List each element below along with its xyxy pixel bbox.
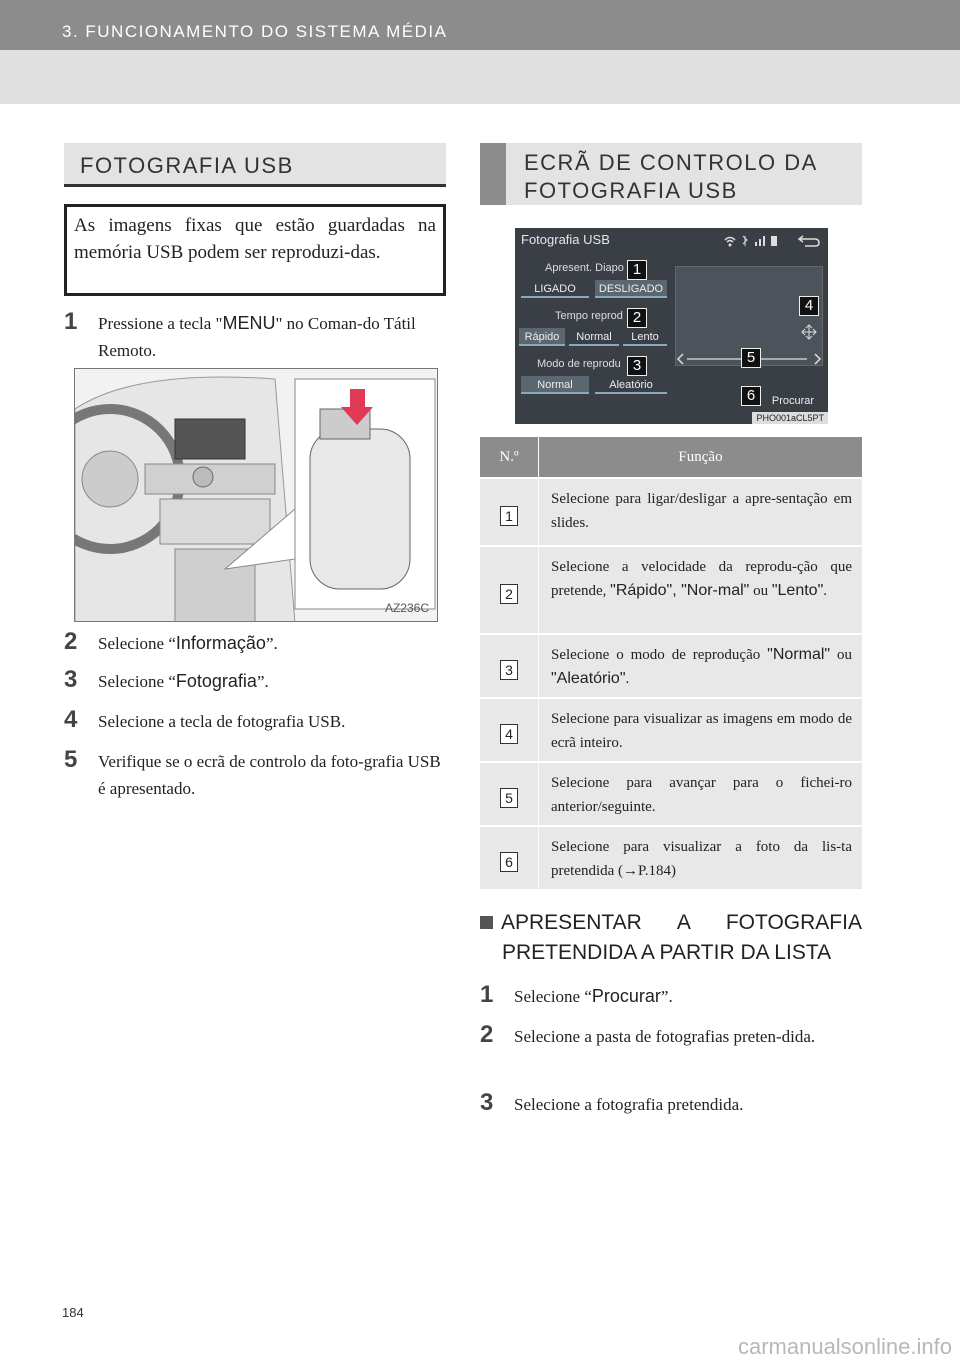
usb-photo-screen <box>515 228 828 424</box>
row-number: 5 <box>500 788 518 808</box>
step-text-post: ”. <box>256 672 269 691</box>
col-func-header: Função <box>678 448 723 465</box>
mode-normal-button[interactable]: Normal <box>521 376 589 394</box>
table-row <box>480 761 862 825</box>
step-text: Verifique se o ecrã de controlo da foto-grafia USB é apresentado. <box>98 752 441 798</box>
step-text: Selecione a fotografia pretendida. <box>514 1095 744 1114</box>
image-code: AZ236C <box>384 601 429 615</box>
step-number: 5 <box>64 746 78 773</box>
section-title-text: FOTOGRAFIA USB <box>80 153 294 178</box>
speed-fast-button[interactable]: Rápido <box>519 328 565 346</box>
step-text <box>64 310 448 364</box>
row-text-post: . <box>625 671 630 687</box>
square-bullet-icon <box>480 916 493 929</box>
step-text-pre: Selecione “ <box>514 987 592 1006</box>
subhead-word-2: A <box>676 911 691 934</box>
subhead-word-3: FOTOGRAFIA <box>725 911 862 934</box>
step-text-pre: Selecione “ <box>98 672 176 691</box>
step-number: 2 <box>480 1021 494 1048</box>
row-text-pre: Selecione o modo de reprodução <box>551 647 768 663</box>
row-text <box>539 635 862 697</box>
row-text-post: . <box>823 583 827 599</box>
dashboard-illustration <box>74 368 438 622</box>
step-1 <box>64 310 448 364</box>
row-text-pre: Selecione a velocidade da reprodu-ção que pretende, <box>551 559 852 599</box>
search-button[interactable]: Procurar <box>771 395 815 407</box>
row-number: 4 <box>500 724 518 744</box>
step-number: 1 <box>64 308 78 335</box>
step-text-pre: Pressione a tecla " <box>98 314 223 333</box>
callout-badge-4: 4 <box>799 296 819 316</box>
table-row <box>480 697 862 761</box>
callout-badge-5: 5 <box>741 348 761 368</box>
table-row <box>480 545 862 633</box>
row-text-mid: ou <box>749 583 772 599</box>
intro-box: As imagens fixas que estão guardadas na memória USB podem ser reproduzi-das. <box>64 204 446 296</box>
row-text: Selecione para visualizar a foto da lis-ta pretendida (→P.184) <box>551 839 852 879</box>
chapter-title: 3. FUNCIONAMENTO DO SISTEMA MÉDIA <box>62 22 448 41</box>
step-5 <box>64 748 448 802</box>
step-4 <box>64 708 448 735</box>
row-text: Selecione para avançar para o fichei-ro anterior/seguinte. <box>551 775 852 815</box>
section-title-control-screen <box>480 143 862 205</box>
table-row <box>480 825 862 889</box>
step-text: Selecione a pasta de fotografias preten-dida. <box>514 1027 816 1046</box>
callout-badge-2: 2 <box>627 308 647 328</box>
step-3 <box>64 668 448 695</box>
title-stripe <box>480 143 506 205</box>
row-text: Selecione para ligar/desligar a apre-sentação em slides. <box>551 491 852 531</box>
slideshow-label: Apresent. Diapo <box>545 262 624 274</box>
watermark: carmanualsonline.info <box>737 1334 952 1359</box>
step-text-post: ”. <box>660 987 673 1006</box>
next-arrow-icon <box>815 354 820 364</box>
slideshow-on-button[interactable]: LIGADO <box>521 280 589 298</box>
subhead-line-2: PRETENDIDA A PARTIR DA LISTA <box>502 941 832 964</box>
dashboard-drawing <box>75 369 438 622</box>
screen-code: PHO001aCL5PT <box>752 412 828 424</box>
step-number: 3 <box>480 1089 494 1116</box>
row-key-1: "Rápido", "Nor-mal" <box>610 582 750 599</box>
step-number: 4 <box>64 706 78 733</box>
step-text <box>64 668 448 695</box>
row-key-2: "Aleatório" <box>551 670 626 687</box>
chapter-header-bar <box>0 0 960 50</box>
prev-arrow-icon <box>678 354 683 364</box>
sub-step-3 <box>480 1091 862 1118</box>
status-icons <box>723 234 823 248</box>
step-text <box>64 630 448 657</box>
row-key-2: "Lento" <box>771 582 824 599</box>
callout-badge-1: 1 <box>627 260 647 280</box>
row-text <box>539 547 862 633</box>
section-title-line1: ECRÃ DE CONTROLO DA <box>524 150 818 175</box>
row-number: 6 <box>500 852 518 872</box>
table-row <box>480 477 862 545</box>
speed-label: Tempo reprod <box>555 310 623 322</box>
row-key-1: "Normal" <box>767 646 831 663</box>
step-text-pre: Selecione “ <box>98 634 176 653</box>
row-text-mid: ou <box>830 647 852 663</box>
key-menu: MENU <box>222 313 276 333</box>
sub-step-1 <box>480 983 862 1010</box>
row-number: 2 <box>500 584 518 604</box>
mode-random-button[interactable]: Aleatório <box>595 376 667 394</box>
row-number: 1 <box>500 506 518 526</box>
step-number: 2 <box>64 628 78 655</box>
slideshow-off-button[interactable]: DESLIGADO <box>595 280 667 298</box>
key-informacao: Informação <box>175 633 266 653</box>
subsection-heading <box>480 908 862 968</box>
key-fotografia: Fotografia <box>175 671 257 691</box>
screen-title: Fotografia USB <box>521 232 610 247</box>
key-procurar: Procurar <box>591 986 661 1006</box>
header-subbar <box>0 50 960 104</box>
callout-badge-3: 3 <box>627 356 647 376</box>
row-number: 3 <box>500 660 518 680</box>
row-text: Selecione para visualizar as imagens em modo de ecrã inteiro. <box>551 711 852 751</box>
col-no-header: N.º <box>480 437 539 477</box>
table-row <box>480 633 862 697</box>
step-number: 1 <box>480 981 494 1008</box>
step-text: Selecione a tecla de fotografia USB. <box>98 712 346 731</box>
subhead-word-1: APRESENTAR <box>501 911 642 934</box>
function-table <box>480 437 862 889</box>
step-text-post: " no Coman-do Tátil Remoto. <box>98 314 416 360</box>
step-text <box>480 983 862 1010</box>
callout-badge-6: 6 <box>741 386 761 406</box>
mode-label: Modo de reprodu <box>537 358 621 370</box>
step-number: 3 <box>64 666 78 693</box>
table-header <box>480 437 862 477</box>
fullscreen-icon[interactable] <box>801 324 817 340</box>
step-text-post: ”. <box>265 634 278 653</box>
page-number: 184 <box>62 1305 84 1320</box>
section-title-line2: FOTOGRAFIA USB <box>524 178 738 203</box>
speed-slow-button[interactable]: Lento <box>623 328 667 346</box>
sub-step-2 <box>480 1023 862 1050</box>
speed-normal-button[interactable]: Normal <box>569 328 619 346</box>
section-title-usb-photo <box>64 143 446 187</box>
step-2 <box>64 630 448 657</box>
